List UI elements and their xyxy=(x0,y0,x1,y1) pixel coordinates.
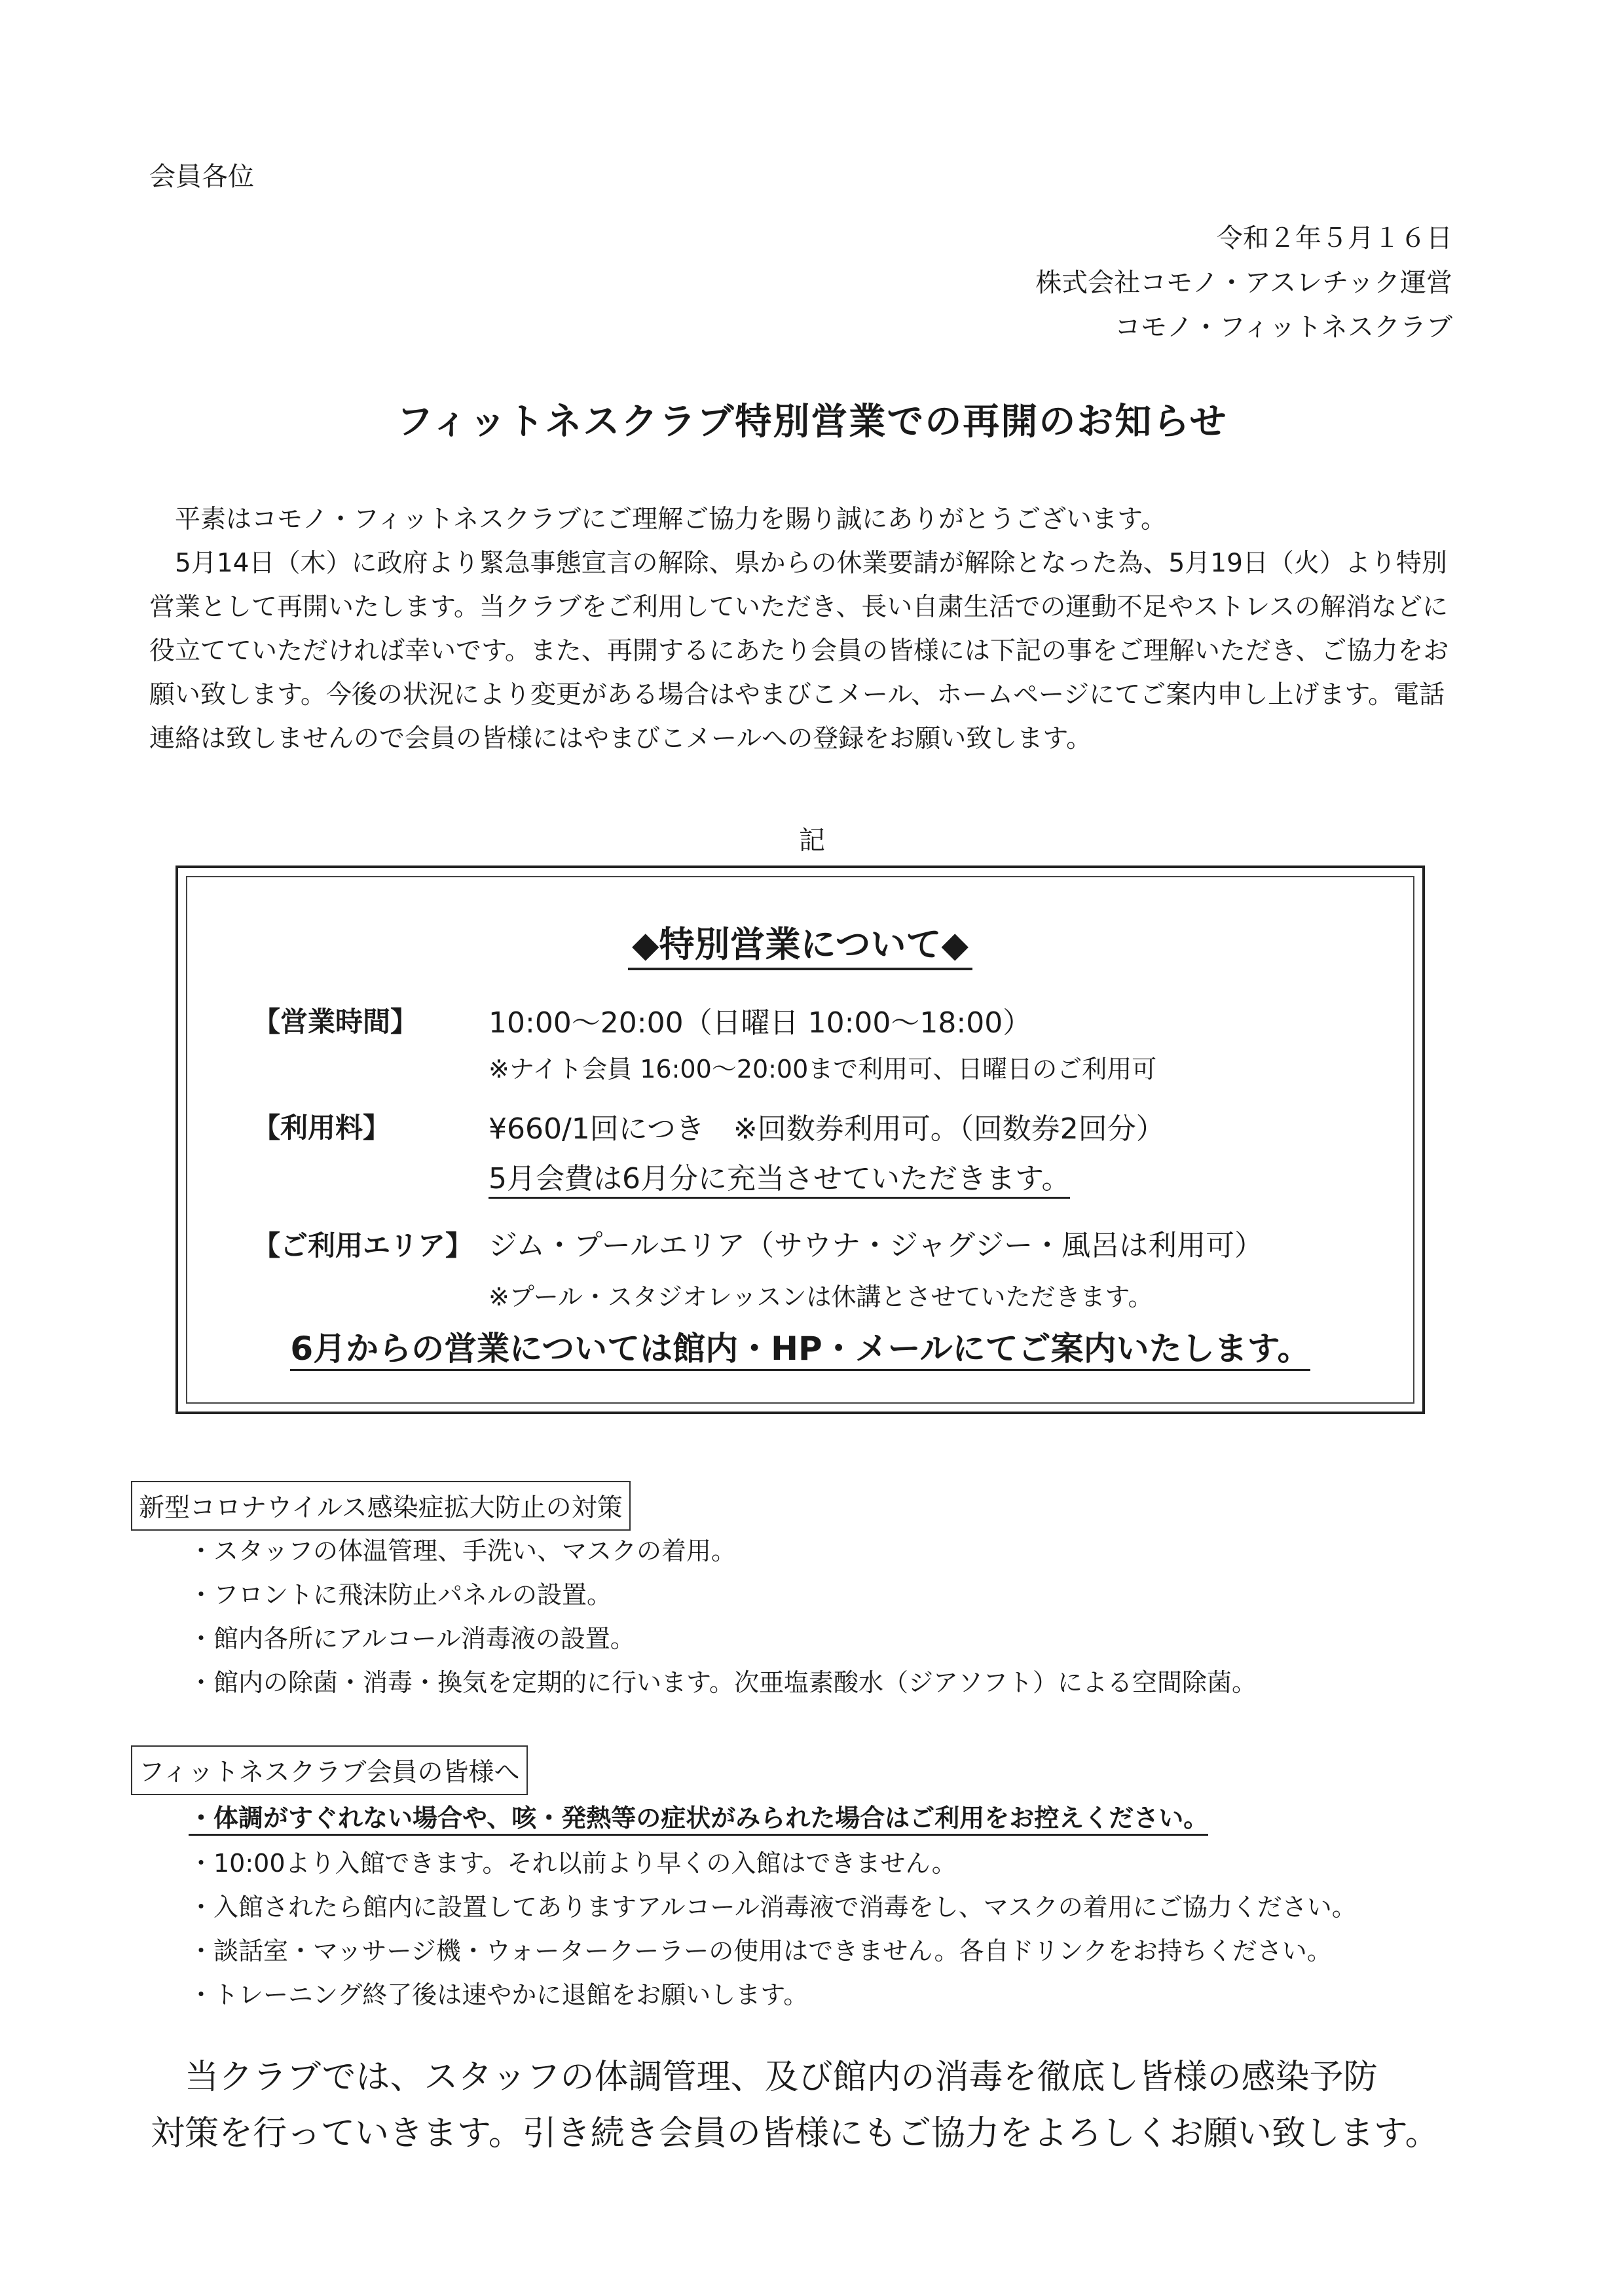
closing-line-2: 対策を行っていきます。引き続き会員の皆様にもご協力をよろしくお願い致します。 xyxy=(151,2114,1439,2153)
area-label: 【ご利用エリア】 xyxy=(253,1230,473,1262)
special-operation-title xyxy=(187,917,1413,967)
corona-measures-label: 新型コロナウイルス感染症拡大防止の対策 xyxy=(131,1481,631,1531)
fee-value: ¥660/1回につき ※回数券利用可。（回数券2回分） xyxy=(489,1112,1165,1146)
intro-paragraph-1: 平素はコモノ・フィットネスクラブにご理解ご協力を賜り誠にありがとうございます。 xyxy=(175,505,1166,534)
member-item: ・談話室・マッサージ機・ウォータークーラーの使用はできません。各自ドリンクをお持ちください。 xyxy=(189,1937,1332,1965)
corona-item: ・スタッフの体温管理、手洗い、マスクの着用。 xyxy=(189,1537,737,1565)
member-item-emphasis: ・体調がすぐれない場合や、咳・発熱等の症状がみられた場合はご利用をお控えください。 xyxy=(189,1804,1208,1836)
members-notice-label: フィットネスクラブ会員の皆様へ xyxy=(131,1745,528,1795)
area-value: ジム・プールエリア（サウナ・ジャグジー・風呂は利用可） xyxy=(489,1229,1264,1262)
intro-text xyxy=(149,498,1459,761)
june-notice xyxy=(187,1322,1413,1370)
intro-paragraph-2: 5月14日（木）に政府より緊急事態宣言の解除、県からの休業要請が解除となった為、5月19日（火）より特別営業として再開いたします。当クラブをご利用していただき、長い自粛生活での運動不足やストレスの解消などに役立てていただければ幸いです。また、再開するにあたり会員の皆様には下記の事をご理解いただき、ご協力をお願い致します。今後の状況により変更がある場合はやまびこメール、ホームページにてご案内申し上げます。電話連絡は致しませんので会員の皆様にはやまびこメールへの登録をお願い致します。 xyxy=(149,549,1449,754)
hours-value: 10:00～20:00（日曜日 10:00～18:00） xyxy=(489,1006,1032,1040)
special-operation-box xyxy=(175,866,1425,1414)
ki-marker: 記 xyxy=(799,826,825,856)
closing-text xyxy=(151,2049,1480,2162)
fee-note xyxy=(489,1155,1070,1197)
hours-note: ※ナイト会員 16:00～20:00まで利用可、日曜日のご利用可 xyxy=(489,1055,1157,1084)
special-operation-box-inner xyxy=(186,876,1414,1404)
addressee: 会員各位 xyxy=(149,162,254,192)
notice-date: 令和２年５月１６日 xyxy=(1217,223,1452,253)
member-item: ・トレーニング終了後は速やかに退館をお願いします。 xyxy=(189,1980,809,2009)
area-note: ※プール・スタジオレッスンは休講とさせていただきます。 xyxy=(489,1283,1153,1311)
closing-line-1: 当クラブでは、スタッフの体調管理、及び館内の消毒を徹底し皆様の感染予防 xyxy=(185,2058,1378,2097)
corona-item: ・館内各所にアルコール消毒液の設置。 xyxy=(189,1624,635,1653)
member-item: ・10:00より入館できます。それ以前より早くの入館はできません。 xyxy=(189,1849,957,1878)
document-title: フィットネスクラブ特別営業での再開のお知らせ xyxy=(396,401,1228,443)
corona-item: ・館内の除菌・消毒・換気を定期的に行います。次亜塩素酸水（ジアソフト）による空間除菌。 xyxy=(189,1668,1257,1697)
fee-note-text: 5月会費は6月分に充当させていただきます。 xyxy=(489,1162,1070,1199)
fee-label: 【利用料】 xyxy=(253,1112,391,1144)
member-item: ・入館されたら館内に設置してありますアルコール消毒液で消毒をし、マスクの着用にご協力ください。 xyxy=(189,1893,1357,1922)
club-name: コモノ・フィットネスクラブ xyxy=(1115,312,1452,342)
member-item xyxy=(189,1798,1208,1834)
special-operation-title-text: ◆特別営業について◆ xyxy=(628,924,972,970)
june-notice-text: 6月からの営業については館内・HP・メールにてご案内いたします。 xyxy=(290,1330,1310,1371)
company-name: 株式会社コモノ・アスレチック運営 xyxy=(1035,268,1452,298)
corona-item: ・フロントに飛沫防止パネルの設置。 xyxy=(189,1580,612,1609)
hours-label: 【営業時間】 xyxy=(253,1006,418,1038)
